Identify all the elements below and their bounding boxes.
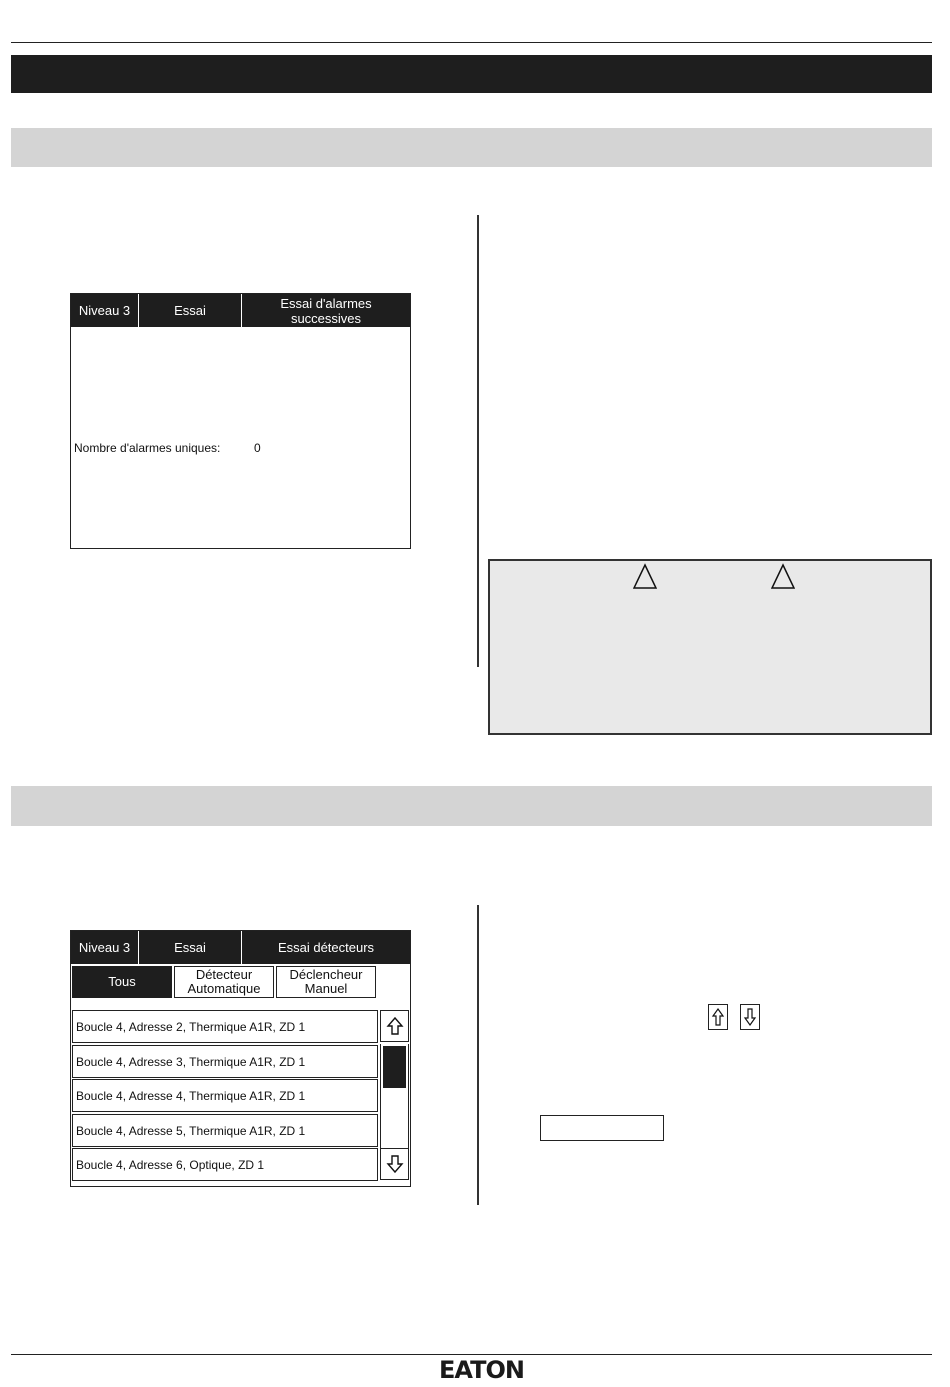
down-key: [740, 1004, 760, 1030]
list-item[interactable]: Boucle 4, Adresse 6, Optique, ZD 1: [72, 1148, 378, 1181]
scrollbar-thumb[interactable]: [383, 1046, 406, 1088]
up-key: [708, 1004, 728, 1030]
tab-tous[interactable]: Tous: [72, 966, 172, 998]
list-item[interactable]: Boucle 4, Adresse 5, Thermique A1R, ZD 1: [72, 1114, 378, 1147]
list-item[interactable]: Boucle 4, Adresse 4, Thermique A1R, ZD 1: [72, 1079, 378, 1112]
tab-declencheur-manuel[interactable]: Déclencheur Manuel: [276, 966, 376, 998]
unique-alarms-value: 0: [254, 441, 261, 455]
warning-panel: [488, 559, 932, 735]
header-menu[interactable]: Essai: [174, 940, 206, 955]
detector-test-screen: [70, 930, 411, 1187]
tab-detecteur-automatique[interactable]: Détecteur Automatique: [174, 966, 274, 998]
blank-button-box: [540, 1115, 664, 1141]
header-menu[interactable]: Essai: [174, 303, 206, 318]
scroll-up-button[interactable]: [380, 1010, 409, 1042]
subsection-band-2: [11, 786, 932, 826]
warning-triangle-icon: [771, 563, 795, 589]
section-title-band: [11, 55, 932, 93]
alarm-test-screen: [70, 293, 411, 549]
column-divider-1: [477, 215, 479, 667]
list-item[interactable]: Boucle 4, Adresse 2, Thermique A1R, ZD 1: [72, 1010, 378, 1043]
header-level[interactable]: Niveau 3: [78, 303, 131, 318]
header-level[interactable]: Niveau 3: [78, 940, 131, 955]
scroll-down-button[interactable]: [380, 1148, 409, 1180]
unique-alarms-label: Nombre d'alarmes uniques:: [74, 441, 221, 455]
subsection-band-1: [11, 128, 932, 167]
bottom-rule: [11, 1354, 932, 1355]
scrollbar-track[interactable]: [380, 1044, 409, 1148]
arrow-down-icon: [743, 1007, 757, 1027]
list-item[interactable]: Boucle 4, Adresse 3, Thermique A1R, ZD 1: [72, 1045, 378, 1078]
arrow-down-icon: [386, 1154, 404, 1174]
screen-header: [71, 294, 410, 327]
top-rule: [11, 42, 932, 43]
arrow-up-icon: [386, 1016, 404, 1036]
eaton-logo: EATON: [439, 1356, 524, 1384]
screen-header: [71, 931, 410, 964]
warning-triangle-icon: [633, 563, 657, 589]
column-divider-2: [477, 905, 479, 1205]
header-title: Essai détecteurs: [277, 940, 375, 955]
arrow-up-icon: [711, 1007, 725, 1027]
header-title: Essai d'alarmes successives: [280, 295, 372, 326]
